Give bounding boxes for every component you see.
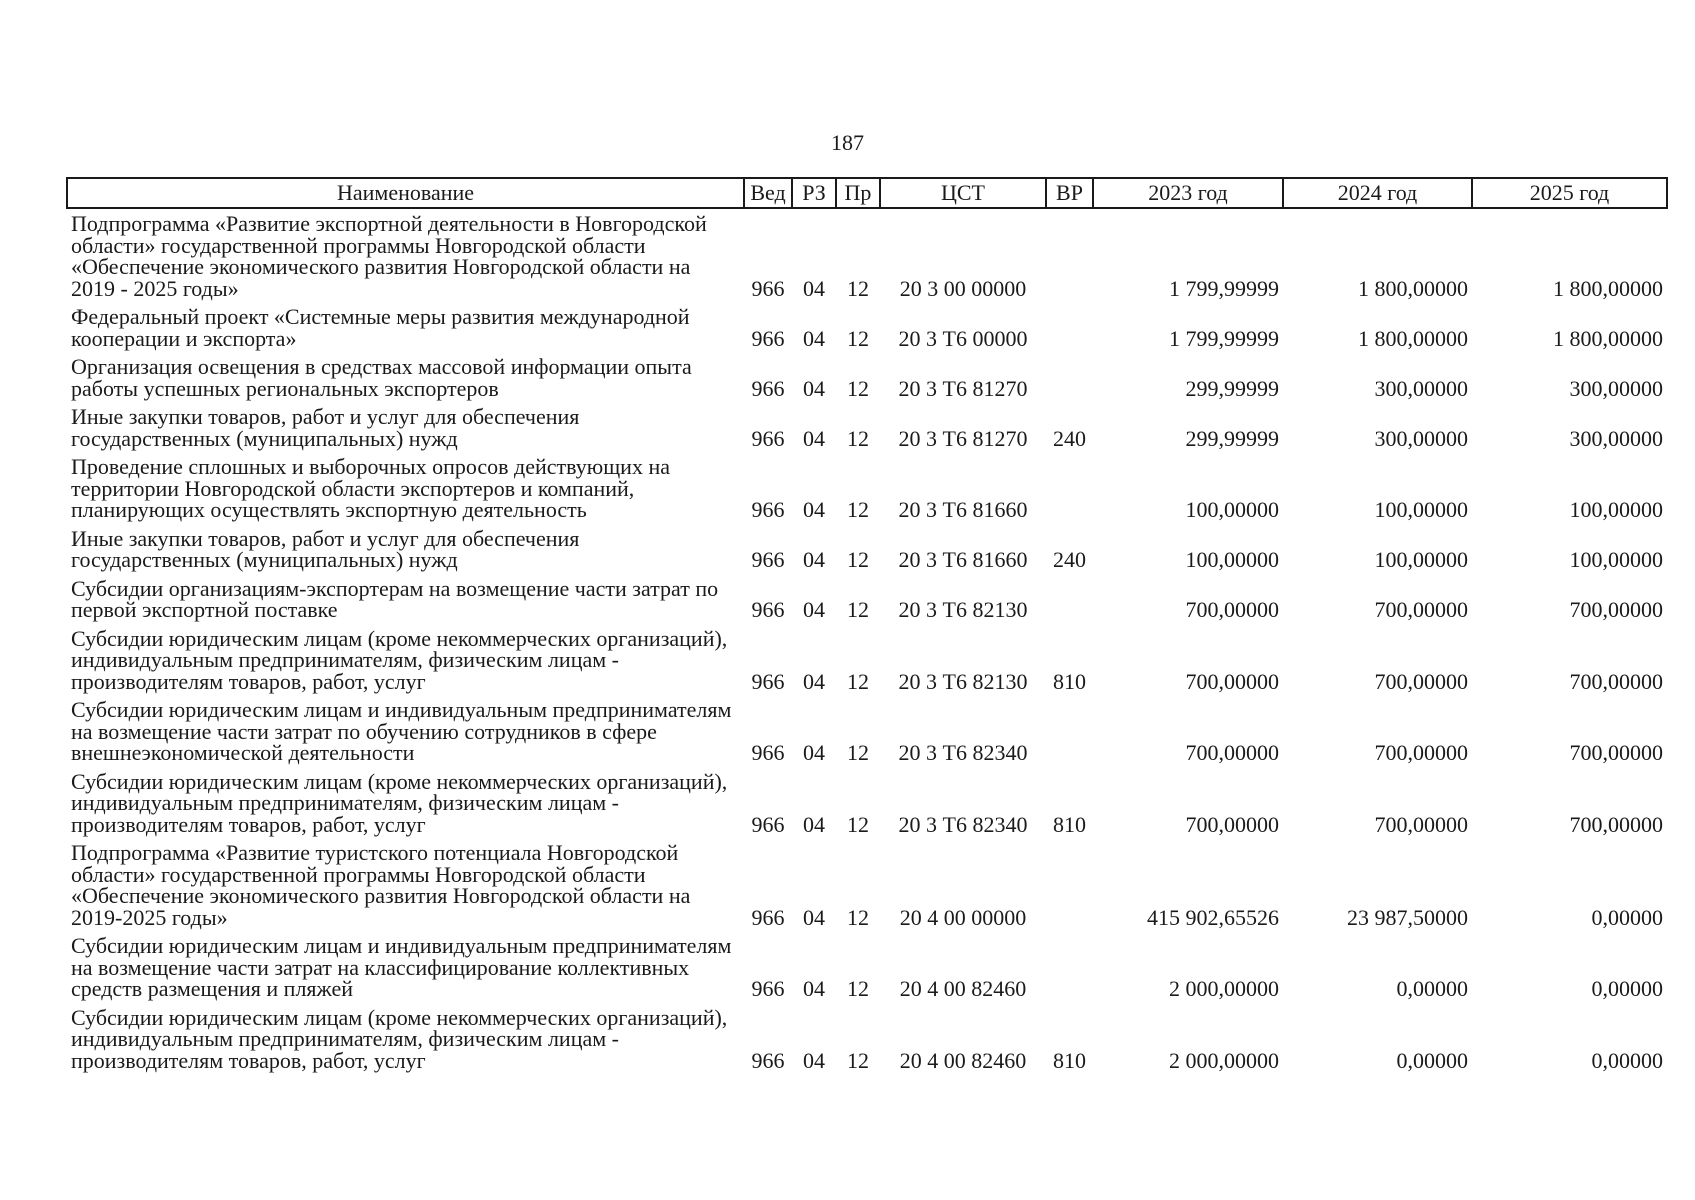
header-ved: Вед [744, 178, 792, 208]
row-ved: 966 [751, 547, 785, 572]
row-rz: 04 [803, 811, 825, 837]
row-vr: 810 [1053, 668, 1086, 694]
row-2025-amount: 0,00000 [1591, 904, 1663, 930]
row-2023-amount: 299,99999 [1185, 425, 1279, 451]
row-2024-amount: 23 987,50000 [1347, 904, 1468, 930]
row-cst: 20 3 Т6 00000 [898, 325, 1028, 351]
row-cst: 20 3 Т6 82130 [898, 668, 1028, 694]
budget-table [66, 177, 1668, 1074]
row-2023-amount: 415 902,65526 [1147, 904, 1279, 930]
row-pr: 12 [847, 597, 869, 622]
table-row [67, 931, 1667, 1003]
row-cst: 20 3 Т6 82130 [898, 597, 1028, 622]
header-2023: 2023 год [1093, 178, 1283, 208]
table-header-row [67, 178, 1667, 208]
row-2023-amount: 100,00000 [1185, 497, 1279, 522]
row-2025-amount: 700,00000 [1569, 740, 1663, 765]
header-vr: ВР [1046, 178, 1093, 208]
row-2025-amount: 1 800,00000 [1553, 325, 1663, 351]
row-pr: 12 [847, 811, 869, 837]
row-name: Субсидии юридическим лицам и индивидуальным предпринимателям на возмещение части затрат на классифицирование коллективных средств размещения и пляжей [71, 933, 732, 1001]
row-pr: 12 [847, 1047, 869, 1073]
row-pr: 12 [847, 547, 869, 572]
row-rz: 04 [803, 497, 825, 522]
row-2023-amount: 700,00000 [1185, 597, 1279, 622]
row-2024-amount: 1 800,00000 [1358, 275, 1468, 301]
row-name: Субсидии юридическим лицам (кроме некоммерческих организаций), индивидуальным предпринимателям, физическим лицам - производителям товаров, работ, услуг [71, 625, 728, 694]
table-row [67, 1003, 1667, 1075]
row-2025-amount: 300,00000 [1569, 425, 1663, 451]
row-2024-amount: 0,00000 [1396, 976, 1468, 1001]
row-2025-amount: 700,00000 [1569, 597, 1663, 622]
row-2024-amount: 700,00000 [1374, 597, 1468, 622]
table-row [67, 208, 1667, 302]
row-vr [1046, 208, 1093, 302]
table-row [67, 524, 1667, 574]
row-rz: 04 [803, 1047, 825, 1073]
row-2023-amount: 700,00000 [1185, 668, 1279, 694]
row-cst: 20 3 Т6 82340 [898, 811, 1028, 837]
row-rz: 04 [803, 904, 825, 930]
row-name: Иные закупки товаров, работ и услуг для обеспечения государственных (муниципальных) нужд [71, 404, 580, 451]
row-2023-amount: 2 000,00000 [1169, 976, 1279, 1001]
row-ved: 966 [751, 740, 785, 765]
row-ved: 966 [751, 904, 785, 930]
row-ved: 966 [751, 597, 785, 622]
row-name: Проведение сплошных и выборочных опросов действующих на территории Новгородской области экспортеров и компаний, планирующих осуществлять экспортную деятельность [71, 454, 670, 522]
row-cst: 20 3 00 00000 [899, 275, 1027, 301]
row-pr: 12 [847, 425, 869, 451]
row-2024-amount: 100,00000 [1374, 547, 1468, 572]
table-row [67, 302, 1667, 352]
row-ved: 966 [751, 325, 785, 351]
row-rz: 04 [803, 425, 825, 451]
row-2025-amount: 700,00000 [1569, 811, 1663, 837]
row-ved: 966 [751, 497, 785, 522]
row-pr: 12 [847, 668, 869, 694]
row-cst: 20 3 Т6 81660 [898, 497, 1028, 522]
row-name: Организация освещения в средствах массовой информации опыта работы успешных региональных экспортеров [71, 354, 692, 401]
row-cst: 20 3 Т6 81660 [898, 547, 1028, 572]
row-vr [1046, 452, 1093, 524]
row-rz: 04 [803, 325, 825, 351]
row-vr [1046, 302, 1093, 352]
row-2025-amount: 100,00000 [1569, 547, 1663, 572]
row-rz: 04 [803, 668, 825, 694]
row-cst: 20 3 Т6 82340 [898, 740, 1028, 765]
row-name: Подпрограмма «Развитие туристского потенциала Новгородской области» государственной программы Новгородской области «Обеспечение экономического развития Новгородской области на 2019-2025 годы» [71, 840, 691, 930]
row-vr: 810 [1053, 1047, 1086, 1073]
row-2025-amount: 700,00000 [1569, 668, 1663, 694]
header-pr: Пр [836, 178, 880, 208]
row-name: Иные закупки товаров, работ и услуг для обеспечения государственных (муниципальных) нужд [71, 525, 580, 572]
row-ved: 966 [751, 668, 785, 694]
row-rz: 04 [803, 976, 825, 1001]
row-2024-amount: 0,00000 [1396, 1047, 1468, 1073]
row-rz: 04 [803, 740, 825, 765]
row-vr [1046, 695, 1093, 767]
row-2023-amount: 700,00000 [1185, 811, 1279, 837]
row-vr [1046, 838, 1093, 931]
table-row [67, 452, 1667, 524]
row-pr: 12 [847, 275, 869, 301]
row-cst: 20 3 Т6 81270 [898, 375, 1028, 401]
row-ved: 966 [751, 425, 785, 451]
row-name: Федеральный проект «Системные меры развития международной кооперации и экспорта» [71, 304, 690, 351]
row-pr: 12 [847, 740, 869, 765]
row-pr: 12 [847, 904, 869, 930]
row-2025-amount: 1 800,00000 [1553, 275, 1663, 301]
page-number: 187 [831, 130, 864, 155]
table-row [67, 838, 1667, 931]
row-name: Субсидии юридическим лицам и индивидуальным предпринимателям на возмещение части затрат по обучению сотрудников в сфере внешнеэкономической деятельности [71, 697, 732, 765]
row-pr: 12 [847, 325, 869, 351]
row-2025-amount: 0,00000 [1591, 976, 1663, 1001]
row-2024-amount: 1 800,00000 [1358, 325, 1468, 351]
row-name: Субсидии юридическим лицам (кроме некоммерческих организаций), индивидуальным предпринимателям, физическим лицам - производителям товаров, работ, услуг [71, 1004, 728, 1073]
row-ved: 966 [751, 1047, 785, 1073]
row-2024-amount: 700,00000 [1374, 668, 1468, 694]
header-2025: 2025 год [1472, 178, 1667, 208]
row-vr: 240 [1053, 547, 1086, 572]
row-2025-amount: 300,00000 [1569, 375, 1663, 401]
table-row [67, 624, 1667, 696]
row-pr: 12 [847, 976, 869, 1001]
row-rz: 04 [803, 275, 825, 301]
row-vr: 810 [1053, 811, 1086, 837]
header-rz: РЗ [792, 178, 836, 208]
table-row [67, 402, 1667, 452]
row-2025-amount: 100,00000 [1569, 497, 1663, 522]
row-2023-amount: 1 799,99999 [1169, 275, 1279, 301]
table-body [67, 208, 1667, 1074]
row-vr: 240 [1053, 425, 1086, 451]
row-name: Подпрограмма «Развитие экспортной деятельности в Новгородской области» государственной программы Новгородской области «Обеспечение экономического развития Новгородской области на 2019 - 2025 годы» [71, 211, 707, 301]
table-row [67, 767, 1667, 839]
row-pr: 12 [847, 375, 869, 401]
row-cst: 20 4 00 82460 [899, 976, 1027, 1001]
row-rz: 04 [803, 375, 825, 401]
row-2024-amount: 700,00000 [1374, 740, 1468, 765]
row-2024-amount: 100,00000 [1374, 497, 1468, 522]
row-cst: 20 4 00 00000 [899, 904, 1027, 930]
table-row [67, 695, 1667, 767]
row-name: Субсидии организациям-экспортерам на возмещение части затрат по первой экспортной поставке [71, 575, 719, 622]
row-pr: 12 [847, 497, 869, 522]
row-name: Субсидии юридическим лицам (кроме некоммерческих организаций), индивидуальным предпринимателям, физическим лицам - производителям товаров, работ, услуг [71, 768, 728, 837]
row-vr [1046, 574, 1093, 624]
row-2023-amount: 2 000,00000 [1169, 1047, 1279, 1073]
row-2024-amount: 300,00000 [1374, 375, 1468, 401]
row-2023-amount: 1 799,99999 [1169, 325, 1279, 351]
header-2024: 2024 год [1283, 178, 1472, 208]
row-rz: 04 [803, 597, 825, 622]
row-ved: 966 [751, 275, 785, 301]
header-cst: ЦСТ [880, 178, 1046, 208]
row-ved: 966 [751, 375, 785, 401]
row-2023-amount: 700,00000 [1185, 740, 1279, 765]
row-2025-amount: 0,00000 [1591, 1047, 1663, 1073]
row-vr [1046, 931, 1093, 1003]
table-row [67, 574, 1667, 624]
row-2023-amount: 100,00000 [1185, 547, 1279, 572]
row-2024-amount: 300,00000 [1374, 425, 1468, 451]
row-2024-amount: 700,00000 [1374, 811, 1468, 837]
row-cst: 20 3 Т6 81270 [898, 425, 1028, 451]
table-row [67, 352, 1667, 402]
row-2023-amount: 299,99999 [1185, 375, 1279, 401]
row-rz: 04 [803, 547, 825, 572]
row-ved: 966 [751, 976, 785, 1001]
row-vr [1046, 352, 1093, 402]
row-ved: 966 [751, 811, 785, 837]
header-name: Наименование [67, 178, 744, 208]
row-cst: 20 4 00 82460 [899, 1047, 1027, 1073]
